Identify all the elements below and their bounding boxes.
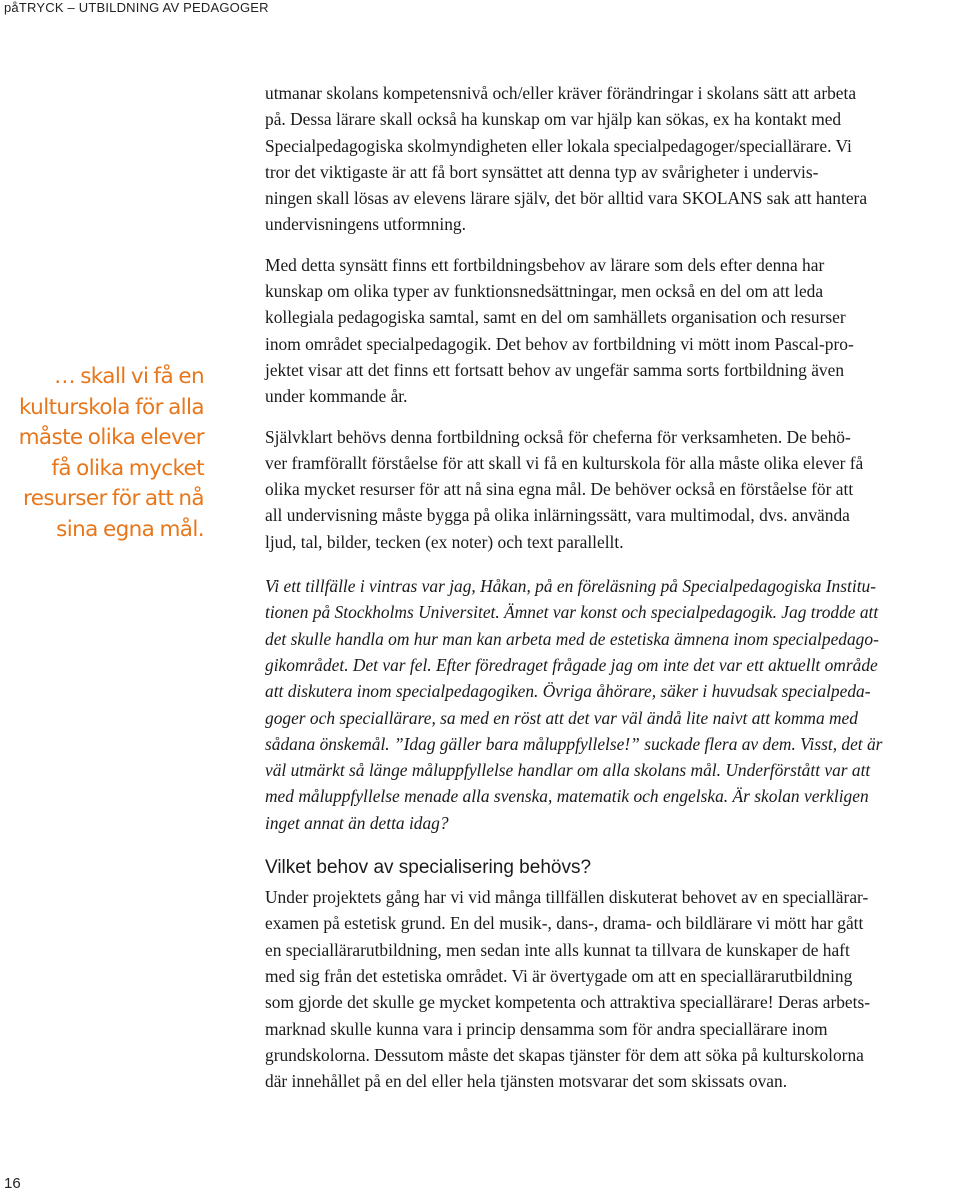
section-heading: Vilket behov av specialisering behövs?	[265, 857, 592, 879]
body-paragraph-2	[265, 252, 960, 410]
text-line: gikområdet. Det var fel. Efter föredraget frågade jag om inte det var ett aktuellt område	[265, 654, 878, 675]
text-line: att diskutera inom specialpedagogiken. Övriga åhörare, säker i huvudsak specialpeda-	[265, 681, 871, 702]
text-line: på. Dessa lärare skall också ha kunskap om var hjälp kan sökas, ex ha kontakt med	[265, 109, 842, 130]
text-line: jektet visar att det finns ett fortsatt behov av ungefär samma sorts fortbildning även	[265, 359, 845, 380]
text-line: examen på estetisk grund. En del musik-, dans-, drama- och bildlärare vi mött har gått	[265, 913, 864, 934]
text-line: Under projektets gång har vi vid många tillfällen diskuterat behovet av en speciallärar-	[265, 887, 869, 908]
pull-quote-line: få olika mycket	[51, 455, 204, 481]
pull-quote-line: kulturskola för alla	[18, 394, 204, 420]
text-line: med sig från det estetiska området. Vi är övertygade om att en speciallärarutbildning	[265, 965, 853, 986]
text-line: undervisningens utformning.	[265, 214, 466, 235]
body-paragraph-3	[265, 424, 960, 555]
text-line: med måluppfyllelse menade alla svenska, matematik och engelska. Är skolan verkligen	[265, 786, 869, 807]
pull-quote-line: … skall vi få en	[54, 364, 204, 389]
text-line: kollegiala pedagogiska samtal, samt en del om samhällets organisation och resurser	[265, 307, 846, 328]
pull-quote	[8, 362, 204, 545]
text-line: marknad skulle kunna vara i princip densamma som för andra speciallärare inom	[265, 1018, 828, 1039]
text-line: en speciallärarutbildning, men sedan inte alls kunnat ta tillvara de kunskaper de haft	[265, 939, 850, 960]
text-line: ljud, tal, bilder, tecken (ex noter) och text parallellt.	[265, 531, 624, 552]
page-number: 16	[4, 1175, 21, 1192]
running-head: påTRYCK – UTBILDNING AV PEDAGOGER	[4, 0, 269, 15]
pull-quote-line: sina egna mål.	[56, 516, 204, 542]
text-line: väl utmärkt så länge måluppfyllelse handlar om alla skolans mål. Underförstått var att	[265, 760, 871, 781]
text-line: olika mycket resurser för att nå sina egna mål. De behöver också en förståelse för att	[265, 479, 854, 500]
text-line: Specialpedagogiska skolmyndigheten eller lokala specialpedagoger/speciallärare. Vi	[265, 135, 852, 156]
text-line: inom området specialpedagogik. Det behov av fortbildning vi mött inom Pascal-pro-	[265, 333, 854, 354]
body-paragraph-5	[265, 884, 960, 1094]
text-line: Med detta synsätt finns ett fortbildningsbehov av lärare som dels efter denna har	[265, 254, 825, 275]
text-line: ningen skall lösas av elevens lärare själv, det bör alltid vara SKOLANS sak att hantera	[265, 188, 868, 209]
text-line: Vi ett tillfälle i vintras var jag, Håkan, på en föreläsning på Specialpedagogiska Institu-	[265, 576, 877, 597]
text-line: som gjorde det skulle ge mycket kompetenta och attraktiva speciallärare! Deras arbets-	[265, 992, 871, 1013]
pull-quote-line: måste olika elever	[18, 425, 204, 450]
text-line: all undervisning måste bygga på olika inlärningssätt, vara multimodal, dvs. använda	[265, 505, 850, 526]
body-paragraph-1	[265, 80, 960, 238]
text-line: grundskolorna. Dessutom måste det skapas tjänster för dem att söka på kulturskolorna	[265, 1044, 864, 1065]
text-line: där innehållet på en del eller hela tjänsten motsvarar det som skissats ovan.	[265, 1071, 788, 1092]
text-line: kunskap om olika typer av funktionsnedsättningar, men också en del om att leda	[265, 281, 824, 302]
text-line: utmanar skolans kompetensnivå och/eller kräver förändringar i skolans sätt att arbeta	[265, 83, 857, 103]
text-line: inget annat än detta idag?	[265, 812, 449, 833]
text-line: goger och speciallärare, sa med en röst att det var väl ändå lite naivt att komma med	[265, 707, 858, 728]
text-line: tionen på Stockholms Universitet. Ämnet var konst och specialpedagogik. Jag trodde att	[265, 602, 879, 623]
italic-anecdote-paragraph	[265, 573, 960, 836]
text-line: sådana önskemål. ”Idag gäller bara måluppfyllelse!” suckade flera av dem. Visst, det är	[265, 733, 883, 754]
text-line: tror det viktigaste är att få bort synsättet att denna typ av svårigheter i undervis-	[265, 161, 819, 182]
text-line: Självklart behövs denna fortbildning också för cheferna för verksamheten. De behö-	[265, 426, 851, 447]
main-text-column	[265, 80, 960, 1108]
text-line: det skulle handla om hur man kan arbeta med de estetiska ämnena inom specialpedago-	[265, 628, 879, 649]
pull-quote-line: resurser för att nå	[22, 486, 204, 511]
text-line: under kommande år.	[265, 386, 408, 407]
text-line: ver framförallt förståelse för att skall vi få en kulturskola för alla måste olika elever få	[265, 452, 864, 473]
